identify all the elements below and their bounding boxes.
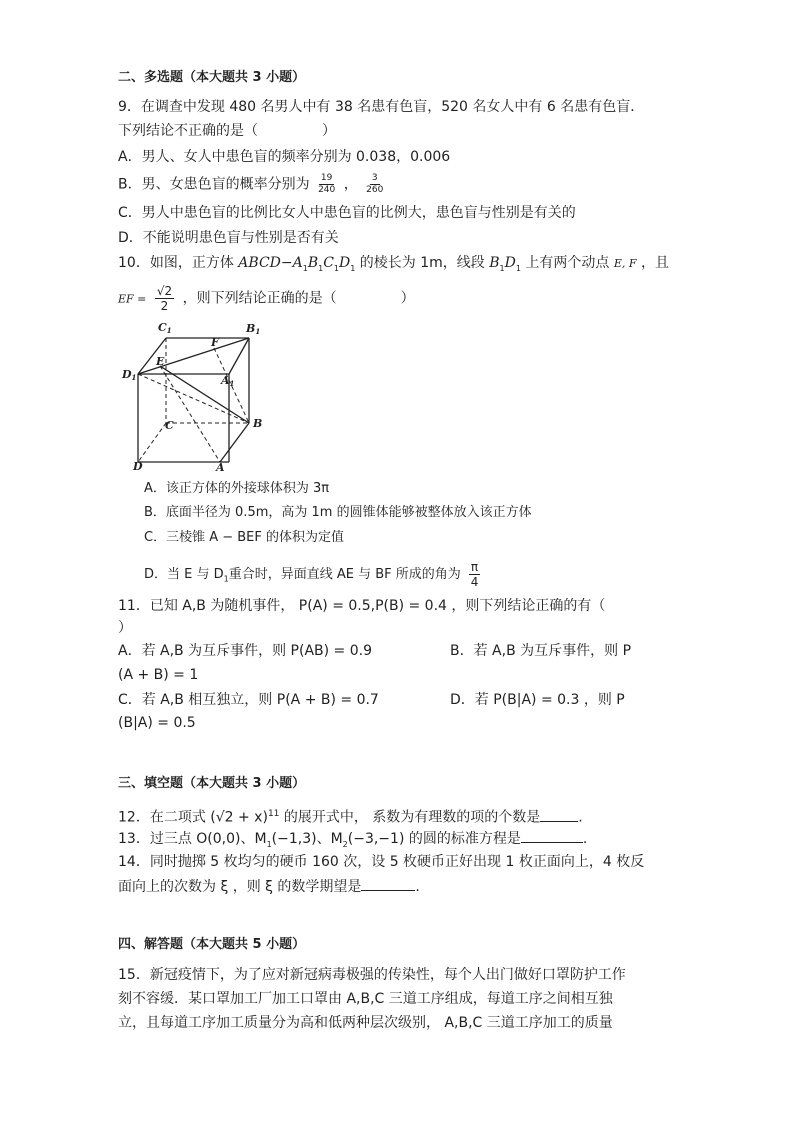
q10-option-c: C．三棱锥 A − BEF 的体积为定值 bbox=[144, 530, 345, 545]
q14-line2: 面向上的次数为 ξ ，则 ξ 的数学期望是 . bbox=[118, 876, 420, 897]
q10-option-a: A．该正方体的外接球体积为 3π bbox=[144, 481, 330, 496]
q9-option-c: C．男人中患色盲的比例比女人中患色盲的比例大，患色盲与性别是有关的 bbox=[118, 205, 576, 221]
q11-option-d: D．若 P(B|A) = 0.3 ，则 P bbox=[450, 692, 625, 708]
q11-option-b: B．若 A,B 为互斥事件，则 P bbox=[450, 643, 632, 659]
q10-stem-line2: EF = $\frac{√2}{2}$ ，则下列结论正确的是（ ） bbox=[118, 284, 415, 313]
label-b: B bbox=[253, 417, 263, 430]
label-a1: A1 bbox=[221, 374, 235, 388]
section-title-answer: 四、解答题（本大题共 5 小题） bbox=[118, 937, 306, 952]
label-d: D bbox=[133, 460, 143, 473]
q10-option-b: B．底面半径为 0.5m，高为 1m 的圆锥体能够被整体放入该正方体 bbox=[144, 505, 532, 520]
label-d1: D1 bbox=[122, 368, 137, 382]
section-title-multi-choice: 二、多选题（本大题共 3 小题） bbox=[118, 70, 306, 85]
q14-line1: 14．同时抛掷 5 枚均匀的硬币 160 次，设 5 枚硬币正好出现 1 枚正面向上，4 枚反 bbox=[118, 854, 645, 870]
q9-option-d: D．不能说明患色盲与性别是否有关 bbox=[118, 230, 339, 246]
fraction-3-260: $\frac{3}{260}$ bbox=[366, 173, 384, 195]
q15-line2: 刻不容缓．某口罩加工厂加工口罩由 A,B,C 三道工序组成，每道工序之间相互独 bbox=[118, 991, 613, 1007]
section-title-fill-blank: 三、填空题（本大题共 3 小题） bbox=[118, 776, 306, 791]
label-f: F bbox=[211, 336, 219, 349]
q11-option-b-cont: (A + B) = 1 bbox=[118, 667, 199, 683]
fraction-19-240: $\frac{19}{240}$ bbox=[318, 173, 336, 195]
q9-stem-line1: 9．在调查中发现 480 名男人中有 38 名患有色盲，520 名女人中有 6 名患有色盲． bbox=[118, 99, 645, 115]
q10-option-d: D．当 E 与 $D_1$重合时，异面直线 AE 与 BF 所成的角为 $\frac{\pi}{4}$ bbox=[144, 560, 479, 589]
cube-figure bbox=[118, 318, 268, 478]
q11-option-a: A．若 A,B 为互斥事件，则 P(AB) = 0.9 bbox=[118, 643, 373, 659]
q10-stem-line1: 10．如图，正方体 $ABCD-A_1B_1C_1D_1$ 的棱长为 1m，线段 $B_1D_1$ 上有两个动点 E, F ，且 bbox=[118, 255, 669, 273]
label-b1: B1 bbox=[246, 322, 261, 336]
label-c: C bbox=[165, 419, 174, 432]
q11-stem-line2: ） bbox=[118, 620, 132, 636]
q15-line1: 15．新冠疫情下，为了应对新冠病毒极强的传染性，每个人出门做好口罩防护工作 bbox=[118, 967, 626, 983]
q15-line3: 立，且每道工序加工质量分为高和低两种层次级别， A,B,C 三道工序加工的质量 bbox=[118, 1015, 613, 1031]
label-c1: C1 bbox=[158, 321, 172, 335]
q11-stem-line1: 11．已知 A,B 为随机事件， P(A) = 0.5,P(B) = 0.4 ，则下列结论正确的有（ bbox=[118, 598, 606, 614]
q11-option-c: C．若 A,B 相互独立，则 P(A + B) = 0.7 bbox=[118, 692, 379, 708]
label-a: A bbox=[216, 461, 225, 474]
q9-stem-line2: 下列结论不正确的是（ ） bbox=[118, 123, 336, 139]
q9-option-a: A．男人、女人中患色盲的频率分别为 0.038，0.006 bbox=[118, 149, 451, 165]
label-e: E bbox=[156, 355, 165, 368]
q12: 12．在二项式 $(√2 + x)^{11}$ 的展开式中， 系数为有理数的项的个数是 . bbox=[118, 804, 583, 828]
q13: 13．过三点 O(0,0)、$M_1(-1,3)$、$M_2(-3,-1)$ 的圆的标准方程是 . bbox=[118, 828, 587, 855]
q11-option-d-cont: (B|A) = 0.5 bbox=[118, 715, 196, 731]
q9-option-b: B．男、女患色盲的概率分别为 $\frac{19}{240}$ ， $\frac{3}{260}$ bbox=[118, 173, 384, 195]
